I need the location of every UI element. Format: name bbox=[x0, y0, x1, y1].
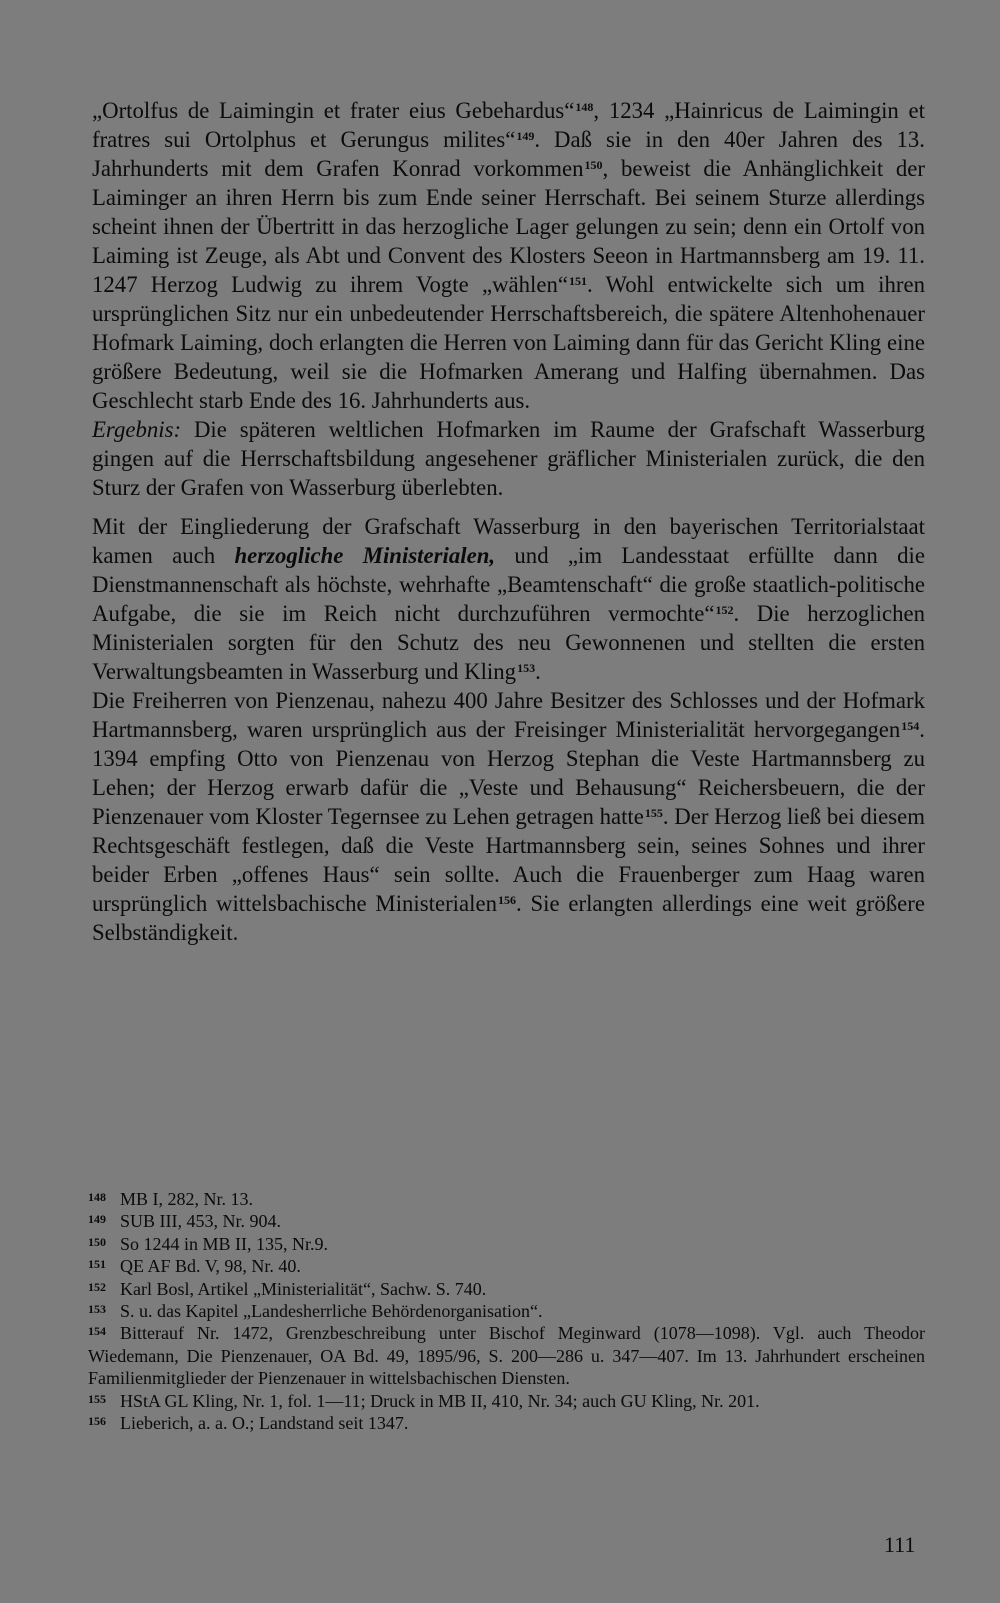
footnote-number: 150 bbox=[88, 1234, 106, 1249]
text-run: und „im Landesstaat erfüllte dann die Dienstmannenschaft als höchste, wehrhafte „Beamtenschaft“ die große staatlich-politische Aufgabe, die sie im Reich nicht durchzuführen vermochte“ bbox=[92, 543, 925, 626]
footnote-item bbox=[88, 1210, 925, 1232]
paragraph-ergebnis bbox=[92, 415, 925, 502]
footnote-ref[interactable]: 156 bbox=[498, 893, 516, 907]
footnote-text: Karl Bosl, Artikel „Ministerialität“, Sachw. S. 740. bbox=[120, 1278, 487, 1299]
footnote-number: 154 bbox=[88, 1324, 106, 1339]
text-run: . Der Herzog ließ bei diesem Rechtsgeschäft festlegen, daß die Veste Hartmannsberg sein, seines Sohnes und ihrer beider Erben „offenes Haus“ sein sollte. Auch die Frauenberger zum Haag waren ursprünglich wittelsbachische Ministerialen bbox=[92, 804, 925, 916]
footnote-ref[interactable]: 151 bbox=[569, 274, 588, 288]
footnote-ref[interactable]: 149 bbox=[516, 129, 535, 143]
footnote-ref[interactable]: 150 bbox=[584, 158, 603, 172]
footnote-item bbox=[88, 1278, 925, 1300]
footnote-ref[interactable]: 153 bbox=[517, 661, 536, 675]
footnote-ref[interactable]: 148 bbox=[575, 100, 594, 114]
text-run: Die späteren weltlichen Hofmarken im Raume der Grafschaft Wasserburg gingen auf die Herrschaftsbildung angesehener gräflicher Ministerialen zurück, die den Sturz der Grafen von Wasserburg überlebten. bbox=[92, 417, 925, 500]
footnote-text: SUB III, 453, Nr. 904. bbox=[120, 1211, 281, 1232]
page-number: 111 bbox=[884, 1532, 916, 1557]
footnote-text: QE AF Bd. V, 98, Nr. 40. bbox=[120, 1256, 301, 1277]
footnote-item bbox=[88, 1300, 925, 1322]
footnote-number: 148 bbox=[88, 1190, 106, 1204]
footnote-item bbox=[88, 1390, 925, 1412]
text-run: . 1394 empfing Otto von Pienzenau von Herzog Stephan die Veste Hartmannsberg zu Lehen; der Herzog erwarb dafür die „Veste und Behausung“ Reichersbeuern, die der Pienzenauer vom Kloster Tegernsee zu Lehen getragen hatte bbox=[92, 717, 925, 829]
paragraph-laiminger bbox=[92, 96, 925, 415]
footnote-text: So 1244 in MB II, 135, Nr.9. bbox=[120, 1233, 329, 1254]
text-run: , 1234 „Hainricus de Laimingin et fratres sui Ortolphus et Gerungus milites“ bbox=[92, 98, 925, 152]
ergebnis-label: Ergebnis: bbox=[92, 417, 182, 442]
text-run: Die Freiherren von Pienzenau, nahezu 400 Jahre Besitzer des Schlosses und der Hofmark Hartmannsberg, waren ursprünglich aus der Freisinger Ministerialität hervorgegangen bbox=[92, 688, 925, 742]
footnote-text: MB I, 282, Nr. 13. bbox=[120, 1189, 254, 1209]
footnote-text: HStA GL Kling, Nr. 1, fol. 1—11; Druck in MB II, 410, Nr. 34; auch GU Kling, Nr. 201. bbox=[120, 1390, 760, 1411]
footnote-ref[interactable]: 152 bbox=[715, 603, 734, 617]
footnote-number: 155 bbox=[88, 1391, 106, 1406]
footnote-text: S. u. das Kapitel „Landesherrliche Behördenorganisation“. bbox=[120, 1301, 543, 1322]
text-run: . Die herzoglichen Ministerialen sorgten für den Schutz des neu Gewonnenen und stellten die ersten Verwaltungsbeamten in Wasserburg und Kling bbox=[92, 601, 925, 684]
paragraph-herzogliche-ministerialen bbox=[92, 512, 925, 686]
text-run: Mit der Eingliederung der Grafschaft Wasserburg in den bayerischen Territorialstaat kamen auch bbox=[92, 514, 925, 568]
footnote-ref[interactable]: 154 bbox=[901, 719, 920, 733]
text-run: . Wohl entwickelte sich um ihren ursprünglichen Sitz nur ein unbedeutender Herrschaftsbereich, die spätere Altenhohenauer Hofmark Laiming, doch erlangten die Herren von Laiming dann für das Gericht Kling eine größere Bedeutung, weil sie die Hofmarken Amerang und Halfing übernahmen. Das Geschlecht starb Ende des 16. Jahrhunderts aus. bbox=[92, 272, 925, 413]
footnote-item bbox=[88, 1412, 925, 1434]
footnote-item bbox=[88, 1233, 925, 1255]
text-run: . Sie erlangten allerdings eine weit größere Selbständigkeit. bbox=[92, 891, 925, 945]
footnote-number: 152 bbox=[88, 1279, 106, 1294]
footnote-item bbox=[88, 1255, 925, 1277]
main-text bbox=[92, 96, 925, 947]
footnote-number: 156 bbox=[88, 1414, 106, 1429]
text-run: „Ortolfus de Laimingin et frater eius Gebehardus“ bbox=[92, 98, 575, 123]
footnote-number: 151 bbox=[88, 1257, 106, 1272]
text-run: , beweist die Anhänglichkeit der Laiminger an ihren Herrn bis zum Ende seiner Herrschaft. Bei seinem Sturze allerdings scheint ihnen der Übertritt in das herzogliche Lager gelungen zu sein; denn ein Ortolf von Laiming ist Zeuge, als Abt und Convent des Klosters Seeon in Hartmannsberg am 19. 11. 1247 Herzog Ludwig zu ihrem Vogte „wählen“ bbox=[92, 156, 925, 297]
footnote-item bbox=[88, 1322, 925, 1389]
footnote-number: 153 bbox=[88, 1302, 106, 1317]
footnote-text: Lieberich, a. a. O.; Landstand seit 1347. bbox=[120, 1413, 409, 1434]
paragraph-pienzenau bbox=[92, 686, 925, 947]
footnote-item bbox=[88, 1188, 925, 1210]
footnotes bbox=[88, 1188, 925, 1434]
text-run: . Daß sie in den 40er Jahren des 13. Jahrhunderts mit dem Grafen Konrad vorkommen bbox=[92, 127, 925, 181]
footnote-text: Bitterauf Nr. 1472, Grenzbeschreibung unter Bischof Meginward (1078—1098). Vgl. auch Theodor Wiedemann, Die Pienzenauer, OA Bd. 49, 1895/96, S. 200—286 u. 347—407. Im 13. Jahrhundert erscheinen Familienmitglieder der Pienzenauer in wittelsbachischen Diensten. bbox=[88, 1323, 925, 1389]
text-run: . bbox=[535, 659, 541, 684]
emphasis-herzogliche-ministerialen: herzogliche Ministerialen, bbox=[234, 543, 496, 568]
footnote-ref[interactable]: 155 bbox=[644, 806, 663, 820]
footnote-number: 149 bbox=[88, 1212, 106, 1227]
